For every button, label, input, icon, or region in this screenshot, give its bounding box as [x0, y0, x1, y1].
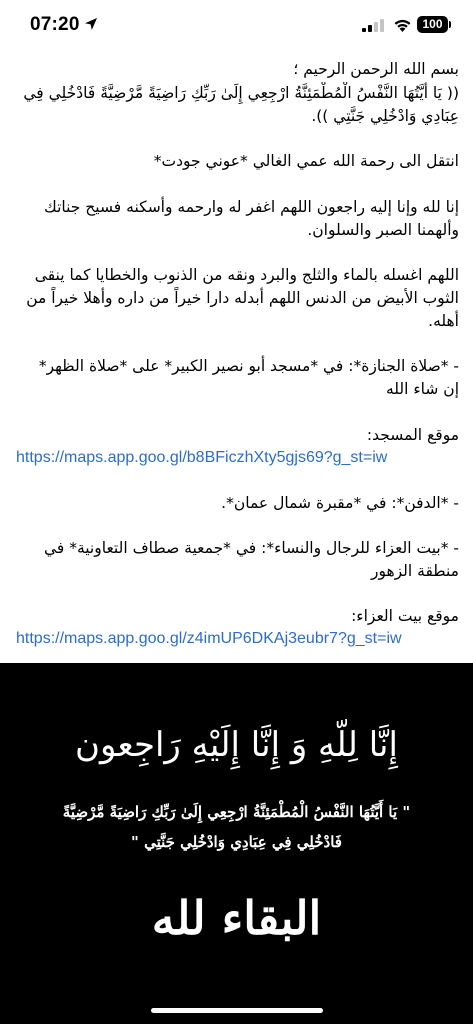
battery-cap	[449, 21, 451, 28]
message-line: وألهمنا الصبر والسلوان.	[307, 221, 459, 239]
condolence-house-location-link[interactable]: https://maps.app.goo.gl/z4imUP6DKAj3eubr7?g_st=iw	[16, 630, 402, 647]
message-line: أهله.	[428, 312, 459, 330]
message-line: - *الدفن*: في *مقبرة شمال عمان*.	[221, 494, 459, 512]
home-indicator[interactable]	[151, 1008, 323, 1013]
message-line: (( يَا أَيَّتُهَا النَّفْسُ الْمُطْمَئِنَّةُ ارْجِعِي إِلَىٰ رَبِّكِ رَاضِيَةً مَّرْضِيَّةً فَادْخُلِي فِي	[23, 84, 459, 102]
image-closing-text: البقاء لله	[151, 891, 322, 945]
message-line: انتقل الى رحمة الله عمي الغالي *عوني جودت*	[153, 152, 459, 170]
message-line: بسم الله الرحمن الرحيم ؛	[293, 60, 459, 78]
message-line: الثوب الأبيض من الدنس اللهم أبدله دارا خيراً من داره وأهلا خيراً من	[26, 289, 459, 307]
message-line: عِبَادِي وَادْخُلِي جَنَّتِي )).	[311, 107, 459, 125]
message-line: موقع بيت العزاء:	[351, 607, 459, 625]
status-time: 07:20	[30, 14, 80, 35]
image-verse-line: " يَا أَيَّتُهَا النَّفْسُ الْمُطْمَئِنَّةُ ارْجِعِي إِلَىٰ رَبِّكِ رَاضِيَةً مَّرْضِيَّةً	[62, 803, 411, 821]
mosque-location-link[interactable]: https://maps.app.goo.gl/b8BFiczhXty5gjs69?g_st=iw	[16, 449, 388, 466]
cellular-signal-icon	[362, 19, 384, 32]
image-verse-line: فَادْخُلِي فِي عِبَادِي وَادْخُلِي جَنَّتِي "	[131, 833, 342, 851]
battery-indicator: 100	[417, 16, 448, 33]
status-bar	[0, 0, 473, 54]
message-body	[0, 56, 473, 656]
message-line: منطقة الزهور	[370, 562, 459, 580]
location-arrow-icon	[84, 17, 98, 31]
message-line: اللهم اغسله بالماء والثلج والبرد ونقه من الذنوب والخطايا كما ينقى	[34, 266, 459, 284]
message-line: إنا لله وإنا إليه راجعون اللهم اغفر له وارحمه وأسكنه فسيح جناتك	[44, 198, 459, 216]
image-heading: إِنَّا لِلّهِ وَ إِنَّا إِلَيْهِ رَاجِعون	[75, 725, 398, 765]
wifi-icon	[393, 18, 412, 32]
message-line: إن شاء الله	[385, 380, 459, 398]
message-line: - *بيت العزاء للرجال والنساء*: في *جمعية صطاف التعاونية* في	[43, 539, 459, 557]
message-line: موقع المسجد:	[366, 426, 459, 444]
message-line: - *صلاة الجنازة*: في *مسجد أبو نصير الكبير* على *صلاة الظهر*	[38, 357, 459, 375]
condolence-image[interactable]	[0, 663, 473, 1024]
